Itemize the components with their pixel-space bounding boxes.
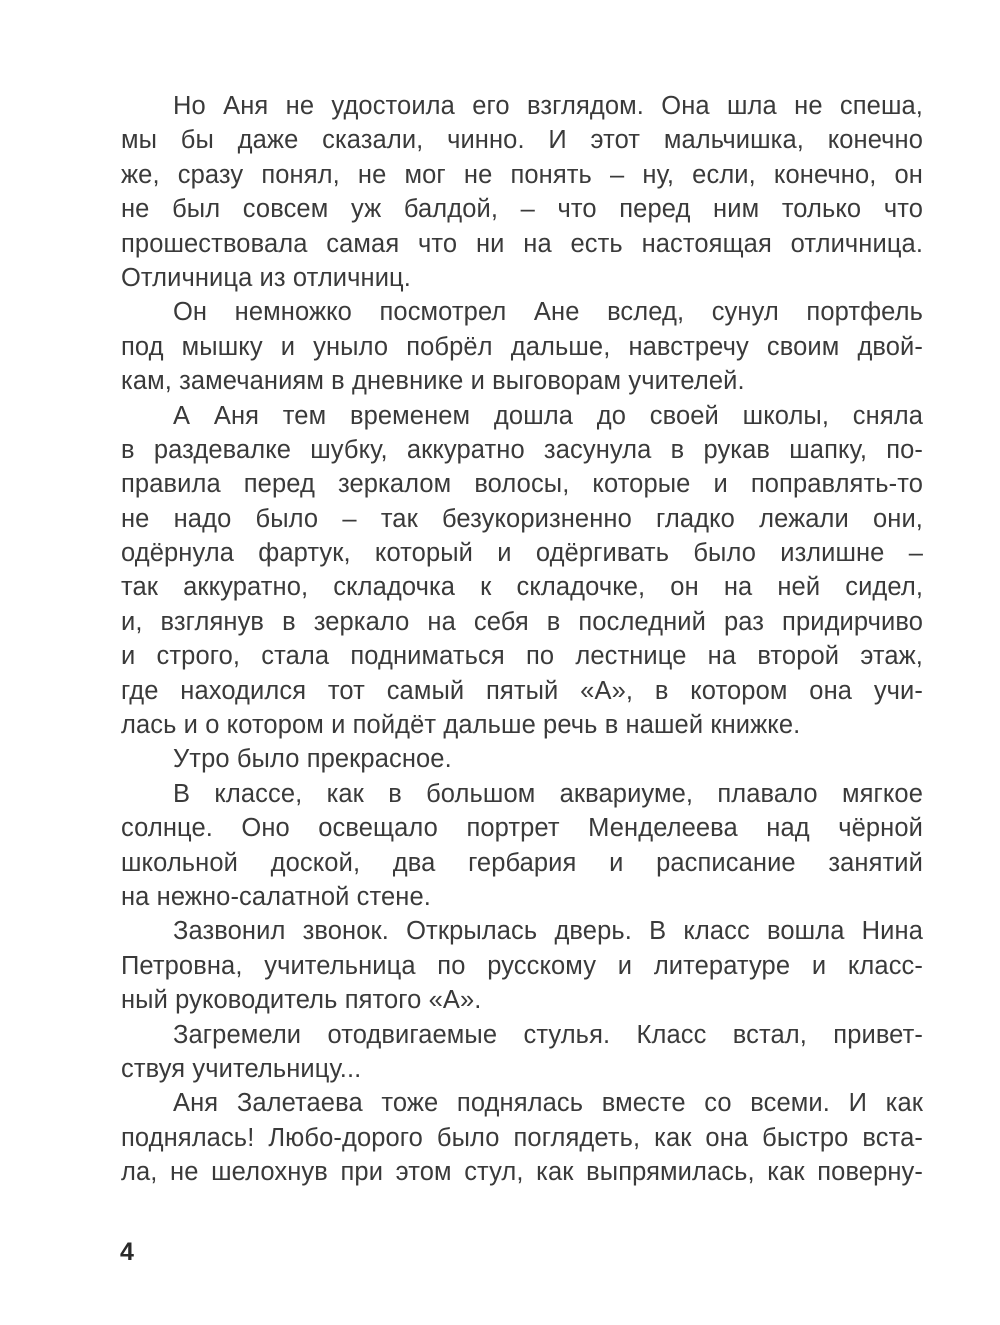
text-line: ный руководитель пятого «А». <box>121 986 482 1015</box>
text-line: ла, не шелохнув при этом стул, как выпрямилась, как поверну- <box>121 1158 923 1187</box>
text-line: Но Аня не удостоила его взглядом. Она шла не спеша, <box>173 92 923 120</box>
text-line: ствуя учительницу... <box>121 1054 362 1083</box>
text-line: лась и о котором и пойдёт дальше речь в нашей книжке. <box>121 711 801 740</box>
page-number: 4 <box>120 1238 134 1266</box>
text-line: на нежно-салатной стене. <box>121 882 431 911</box>
text-line: под мышку и уныло побрёл дальше, навстречу своим двой- <box>121 332 923 361</box>
text-line: Отличница из отличниц. <box>121 263 411 292</box>
text-line: и строго, стала подниматься по лестнице на второй этаж, <box>121 642 923 671</box>
text-line: школьной доской, два гербария и расписание занятий <box>121 848 923 877</box>
text-line: кам, замечаниям в дневнике и выговорам учителей. <box>121 367 745 396</box>
text-line: не был совсем уж балдой, – что перед ним только что <box>121 195 923 224</box>
text-line: так аккуратно, складочка к складочке, он на ней сидел, <box>121 573 923 602</box>
text-line: где находился тот самый пятый «А», в котором она учи- <box>121 676 923 705</box>
text-line: и, взглянув в зеркало на себя в последний раз придирчиво <box>121 607 923 636</box>
text-line: солнце. Оно освещало портрет Менделеева над чёрной <box>121 814 923 843</box>
text-line: Утро было прекрасное. <box>173 745 452 774</box>
text-line: Зазвонил звонок. Открылась дверь. В класс вошла Нина <box>173 917 923 946</box>
text-line: Он немножко посмотрел Ане вслед, сунул портфель <box>173 298 923 327</box>
text-line: Загремели отодвигаемые стулья. Класс встал, привет- <box>173 1020 923 1049</box>
text-line: А Аня тем временем дошла до своей школы, сняла <box>173 401 923 430</box>
text-line: же, сразу понял, не мог не понять – ну, если, конечно, он <box>121 160 923 189</box>
text-line: в раздевалке шубку, аккуратно засунула в рукав шапку, по- <box>121 435 923 464</box>
text-line: поднялась! Любо-дорого было поглядеть, как она быстро вста- <box>121 1123 923 1152</box>
text-line: не надо было – так безукоризненно гладко лежали они, <box>121 504 923 533</box>
text-line: мы бы даже сказали, чинно. И этот мальчишка, конечно <box>121 126 923 155</box>
text-line: прошествовала самая что ни на есть настоящая отличница. <box>121 229 923 258</box>
body-text <box>121 89 923 1190</box>
text-line: Петровна, учительница по русскому и литературе и класс- <box>121 951 923 980</box>
text-line: одёрнула фартук, который и одёргивать было излишне – <box>121 539 923 568</box>
text-line: В классе, как в большом аквариуме, плавало мягкое <box>173 779 923 808</box>
text-line: Аня Залетаева тоже поднялась вместе со всеми. И как <box>173 1089 923 1118</box>
text-line: правила перед зеркалом волосы, которые и поправлять-то <box>121 470 923 499</box>
